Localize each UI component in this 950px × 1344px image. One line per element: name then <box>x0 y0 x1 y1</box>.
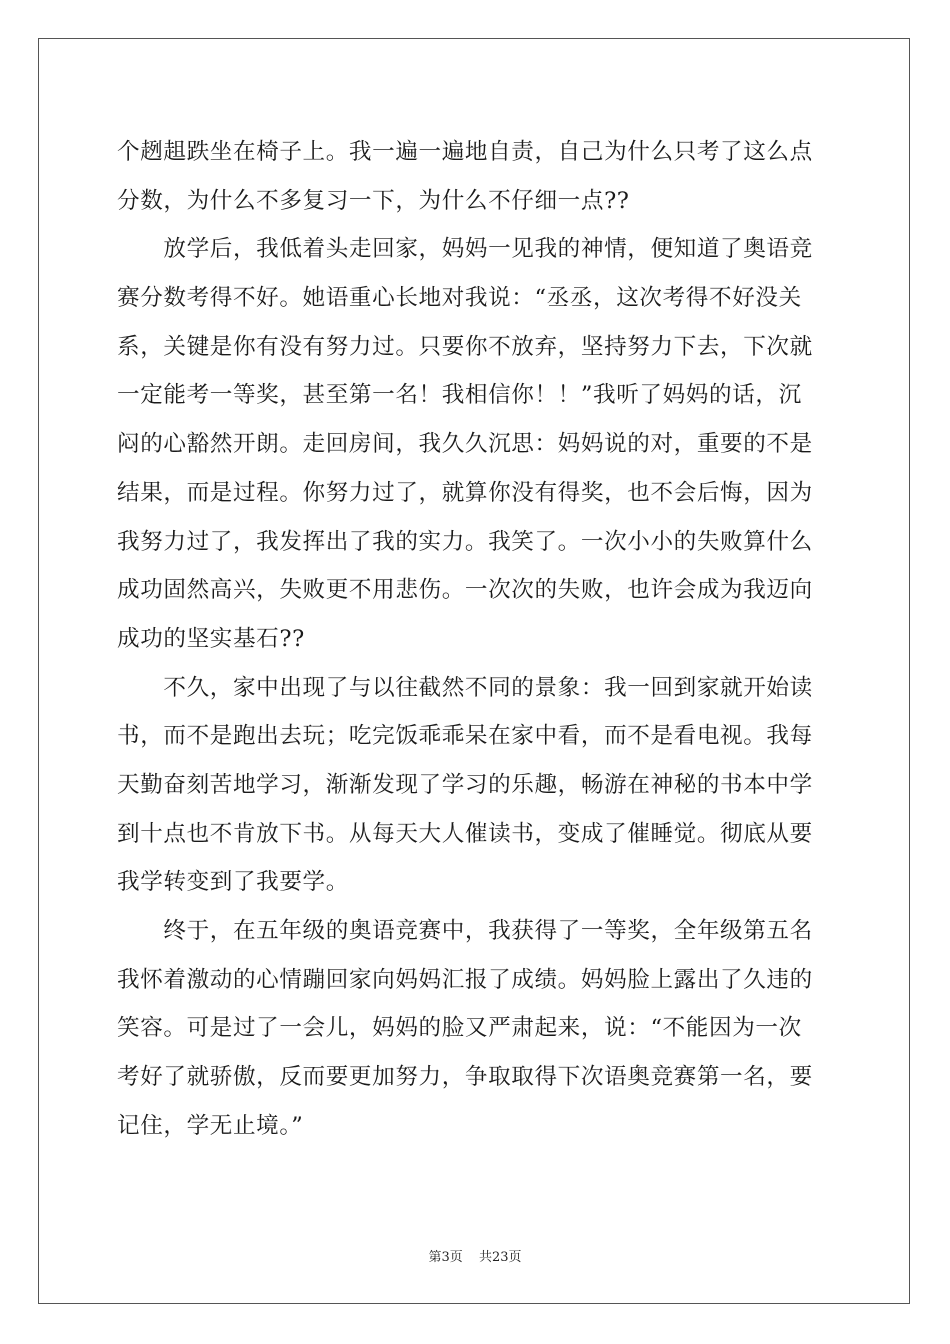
text-line: 我怀着激动的心情蹦回家向妈妈汇报了成绩。妈妈脸上露出了久违的 <box>117 966 813 993</box>
text-line: 到十点也不肯放下书。从每天大人催读书，变成了催睡觉。彻底从要 <box>117 820 813 847</box>
total-pages: 共23页 <box>478 1250 522 1265</box>
text-line: 系，关键是你有没有努力过。只要你不放弃，坚持努力下去，下次就 <box>117 333 813 360</box>
current-page-number: 第3页 <box>428 1250 463 1265</box>
text-line: 结果，而是过程。你努力过了，就算你没有得奖，也不会后悔，因为 <box>117 479 813 506</box>
text-line: 书，而不是跑出去玩；吃完饭乖乖呆在家中看，而不是看电视。我每 <box>117 723 813 750</box>
document-body <box>117 128 833 1150</box>
text-line: 记住，学无止境。” <box>117 1112 304 1139</box>
text-line: 闷的心豁然开朗。走回房间，我久久沉思：妈妈说的对，重要的不是 <box>117 431 813 458</box>
text-line: 一定能考一等奖，甚至第一名！我相信你！！”我听了妈妈的话，沉 <box>117 382 802 409</box>
text-line: 考好了就骄傲，反而要更加努力，争取取得下次语奥竞赛第一名，要 <box>117 1064 813 1091</box>
text-line: 成功固然高兴，失败更不用悲伤。一次次的失败，也许会成为我迈向 <box>117 577 813 604</box>
text-line: 笑容。可是过了一会儿，妈妈的脸又严肃起来，说：“不能因为一次 <box>117 1015 802 1042</box>
text-line: 我学转变到了我要学。 <box>117 869 349 896</box>
text-line: 终于，在五年级的奥语竞赛中，我获得了一等奖，全年级第五名 <box>117 918 813 944</box>
text-line: 不久，家中出现了与以往截然不同的景象：我一回到家就开始读 <box>117 674 813 701</box>
text-line: 天勤奋刻苦地学习，渐渐发现了学习的乐趣，畅游在神秘的书本中学 <box>117 771 813 798</box>
text-line: 个趔趄跌坐在椅子上。我一遍一遍地自责，自己为什么只考了这么点 <box>117 139 813 165</box>
text-line: 成功的坚实基石?? <box>117 625 305 652</box>
text-line: 分数，为什么不多复习一下，为什么不仔细一点?? <box>117 187 630 214</box>
text-line: 放学后，我低着头走回家，妈妈一见我的神情，便知道了奥语竞 <box>117 236 813 263</box>
page-footer <box>0 1246 950 1265</box>
text-line: 赛分数考得不好。她语重心长地对我说：“丞丞，这次考得不好没关 <box>117 285 802 312</box>
text-line: 我努力过了，我发挥出了我的实力。我笑了。一次小小的失败算什么 <box>117 528 813 555</box>
